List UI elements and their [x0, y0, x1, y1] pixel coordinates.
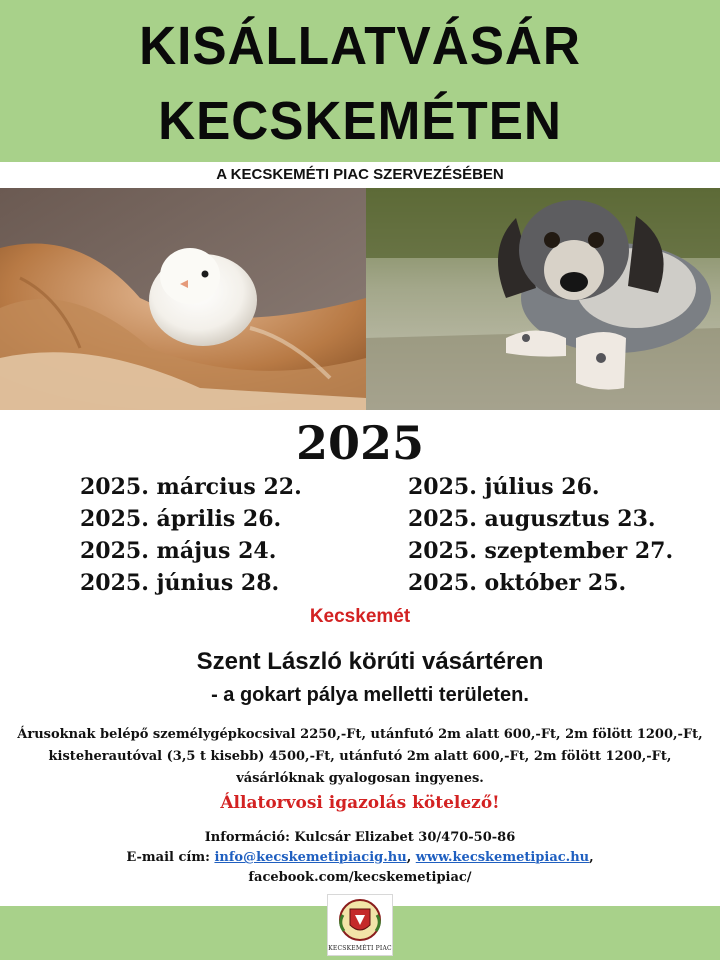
separator: , — [406, 850, 412, 865]
title-line-1: KISÁLLATVÁSÁR — [139, 16, 581, 76]
fees-text — [16, 724, 704, 790]
contact-info: Információ: Kulcsár Elizabet 30/470-50-86 — [204, 830, 516, 845]
contact-email-line — [0, 850, 720, 865]
facebook-link: facebook.com/kecskemetipiac/ — [248, 870, 472, 885]
puppy-photo — [366, 188, 720, 410]
date-item: 2025. szeptember 27. — [408, 538, 674, 564]
city-name: Kecskemét — [309, 606, 411, 627]
fees-line: Árusoknak belépő személygépkocsival 2250,-Ft, utánfutó 2m alatt 600,-Ft, 2m fölött 1200,-Ft, — [17, 727, 703, 742]
fees-line: kisteherautóval (3,5 t kisebb) 4500,-Ft, utánfutó 2m alatt 600,-Ft, 2m fölött 1200,-Ft, — [48, 749, 672, 764]
venue-name: Szent László körúti vásártéren — [196, 648, 544, 675]
date-item: 2025. július 26. — [408, 474, 600, 500]
website-link[interactable]: www.kecskemetipiac.hu — [415, 850, 590, 865]
subtitle: A KECSKEMÉTI PIAC SZERVEZÉSÉBEN — [216, 166, 504, 183]
date-item: 2025. május 24. — [80, 538, 277, 564]
date-item: 2025. március 22. — [80, 474, 302, 500]
fees-line: vásárlóknak gyalogosan ingyenes. — [236, 771, 484, 786]
logo-text: KECSKEMÉTI PIAC — [328, 945, 392, 952]
date-item: 2025. október 25. — [408, 570, 627, 596]
title-line-2: KECSKEMÉTEN — [158, 91, 562, 151]
date-item: 2025. augusztus 23. — [408, 506, 656, 532]
email-label: E-mail cím: — [126, 850, 210, 865]
year-heading: 2025 — [295, 416, 425, 470]
coat-of-arms-icon — [328, 895, 392, 947]
separator: , — [589, 850, 594, 865]
email-link[interactable]: info@kecskemetipiacig.hu — [214, 850, 407, 865]
date-item: 2025. április 26. — [80, 506, 282, 532]
chick-photo — [0, 188, 366, 410]
venue-detail: - a gokart pálya melletti területen. — [211, 684, 529, 706]
date-item: 2025. június 28. — [80, 570, 280, 596]
market-logo — [327, 894, 393, 956]
vet-certificate-warning: Állatorvosi igazolás kötelező! — [220, 793, 500, 813]
